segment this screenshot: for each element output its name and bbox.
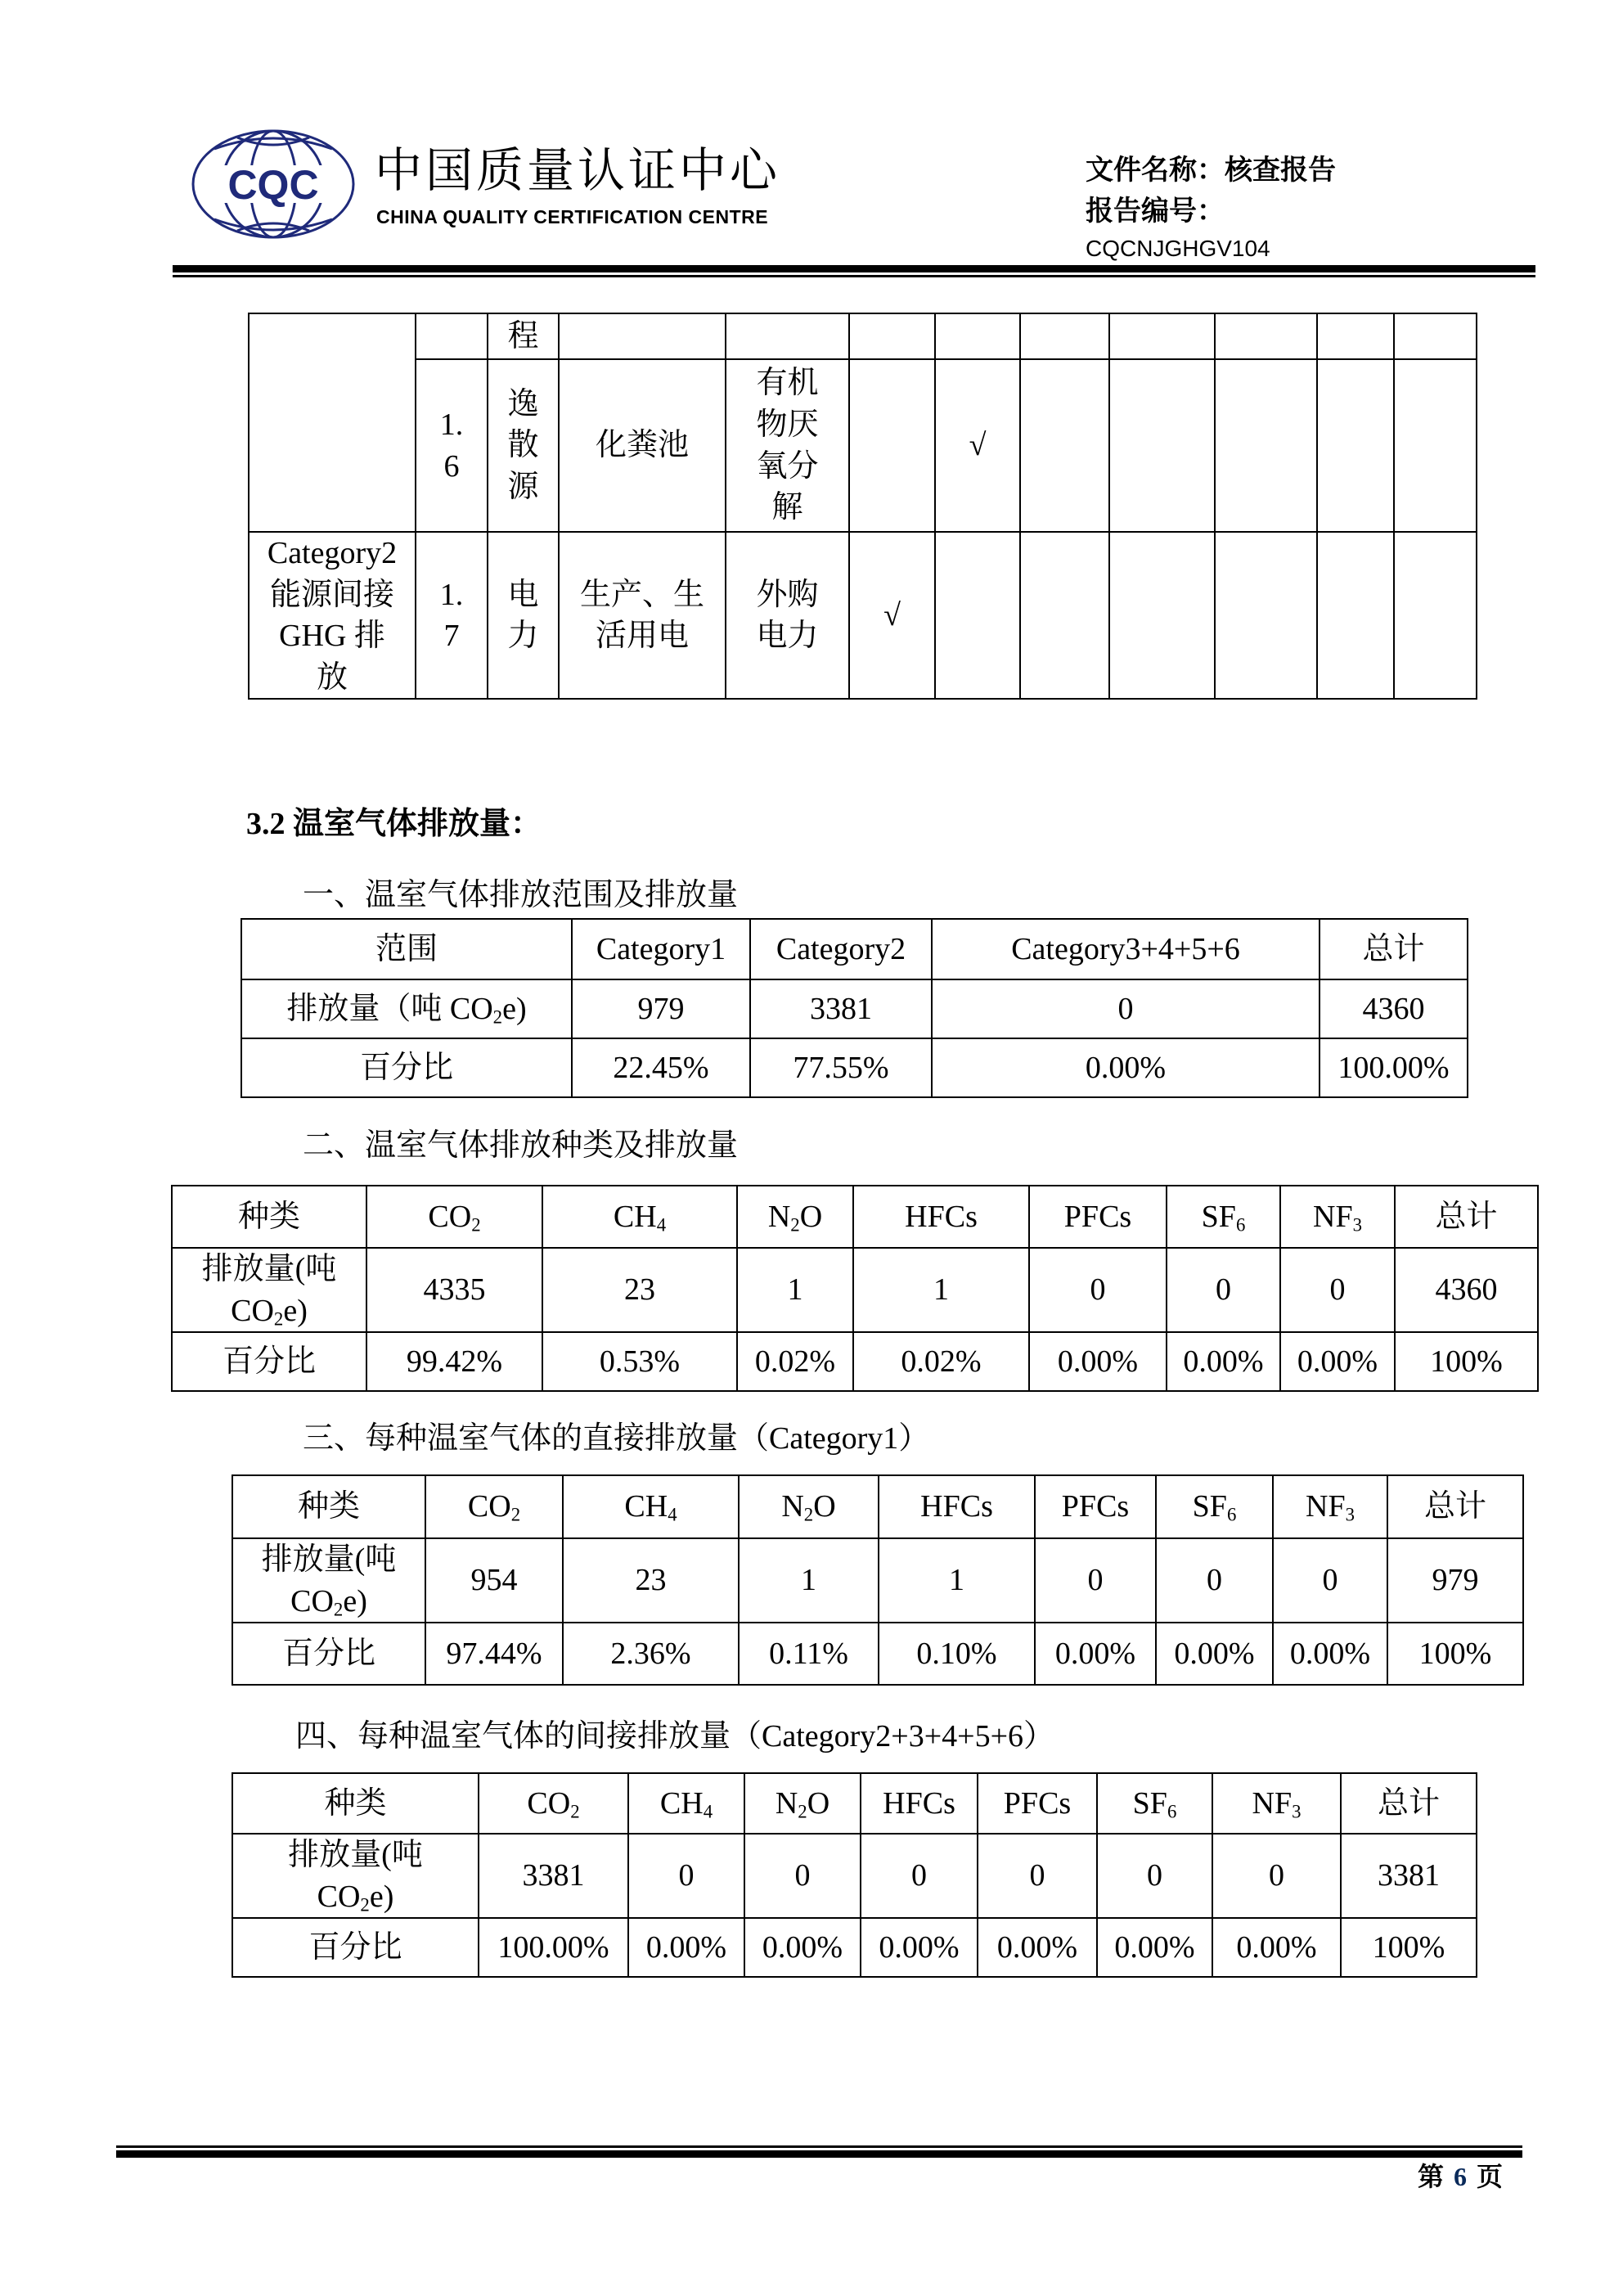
- table-cell: 1: [853, 1248, 1029, 1332]
- table-cell: $CH_4$: [628, 1773, 744, 1834]
- table-cell: $CO_2$: [366, 1186, 542, 1248]
- table-cell: $NF_3$: [1280, 1186, 1395, 1248]
- table-cell: 0.00%: [1273, 1623, 1387, 1685]
- table-row: [249, 359, 1477, 532]
- page-prefix: 第: [1418, 2162, 1445, 2191]
- table-cell: HFCs: [853, 1186, 1029, 1248]
- table-cell: 排放量（吨 $CO_2e$): [241, 979, 572, 1038]
- org-name-en: CHINA QUALITY CERTIFICATION CENTRE: [376, 206, 769, 227]
- table-cell: 3381: [479, 1834, 628, 1918]
- table-cell: 百分比: [172, 1332, 366, 1391]
- table-cell: PFCs: [1029, 1186, 1167, 1248]
- org-name-cn: 中国质量认证中心: [375, 144, 781, 197]
- table-cell: 979: [572, 979, 750, 1038]
- table-cell: 0: [1273, 1538, 1387, 1623]
- table-cell: 3381: [1341, 1834, 1477, 1918]
- table-cell: 0: [978, 1834, 1097, 1918]
- table-row: [172, 1248, 1538, 1332]
- header-rule: [173, 265, 1535, 272]
- table-cell: 0.10%: [879, 1623, 1035, 1685]
- table-cell: [1020, 359, 1109, 532]
- table-cell: [1109, 359, 1215, 532]
- table-cell: 生产、生活用电: [559, 532, 726, 699]
- table-cell: $CO_2$: [479, 1773, 628, 1834]
- table-cell: 0.00%: [932, 1038, 1320, 1097]
- table-cell: 百分比: [241, 1038, 572, 1097]
- page-number: [1418, 2160, 1503, 2193]
- table-cell: 97.44%: [425, 1623, 563, 1685]
- table-cell: HFCs: [879, 1475, 1035, 1538]
- table-cell: 0.00%: [1097, 1918, 1212, 1977]
- table-cell: 化粪池: [559, 359, 726, 532]
- table-cell: [559, 313, 726, 359]
- table-cell: 0: [744, 1834, 861, 1918]
- table-cell: 0.00%: [744, 1918, 861, 1977]
- table-cell: 电力: [488, 532, 559, 699]
- table1-title: 一、温室气体排放范围及排放量: [303, 878, 739, 912]
- report-no: CQCNJGHGV104: [1086, 236, 1270, 261]
- direct-emission-table: [232, 1474, 1524, 1686]
- table-cell: 0: [932, 979, 1320, 1038]
- emission-source-table: [248, 313, 1477, 700]
- table-cell: 23: [563, 1538, 739, 1623]
- table-cell: 0.00%: [628, 1918, 744, 1977]
- table-cell: [416, 313, 488, 359]
- table-cell: 0.02%: [737, 1332, 853, 1391]
- table-cell: Category1: [572, 919, 750, 979]
- table-cell: 77.55%: [750, 1038, 932, 1097]
- table-cell: 1: [737, 1248, 853, 1332]
- table4-title: 四、每种温室气体的间接排放量（Category2+3+4+5+6）: [295, 1719, 1055, 1754]
- table-cell: 排放量(吨 $CO_2e$): [232, 1538, 425, 1623]
- table-cell: [1020, 532, 1109, 699]
- table-cell: 0: [1167, 1248, 1280, 1332]
- table-cell: 0: [1097, 1834, 1212, 1918]
- table-row: [232, 1538, 1523, 1623]
- table-cell: Category2: [750, 919, 932, 979]
- table-cell: 3381: [750, 979, 932, 1038]
- table-cell: $SF_6$: [1156, 1475, 1273, 1538]
- table-cell: 0.00%: [1280, 1332, 1395, 1391]
- table-row: [232, 1475, 1523, 1538]
- table-row: [172, 1332, 1538, 1391]
- table-cell: 1.7: [416, 532, 488, 699]
- table-cell: 100%: [1395, 1332, 1538, 1391]
- table-cell: 4335: [366, 1248, 542, 1332]
- table-cell: Category2能源间接GHG 排放: [249, 532, 416, 699]
- table-row: [232, 1834, 1477, 1918]
- table-cell: PFCs: [1035, 1475, 1156, 1538]
- report-no-label: 报告编号：: [1086, 196, 1225, 227]
- scope-emission-table: [241, 918, 1468, 1098]
- table-cell: Category3+4+5+6: [932, 919, 1320, 979]
- table-cell: [1215, 532, 1317, 699]
- table-cell: 总计: [1341, 1773, 1477, 1834]
- table-cell: 0.00%: [1035, 1623, 1156, 1685]
- table-cell: [1215, 313, 1317, 359]
- table-cell: 总计: [1387, 1475, 1523, 1538]
- table-cell: 排放量(吨 $CO_2e$): [232, 1834, 479, 1918]
- table-cell: 0: [628, 1834, 744, 1918]
- table-cell: 0.00%: [978, 1918, 1097, 1977]
- table-cell: 0.00%: [1156, 1623, 1273, 1685]
- table-row: [241, 919, 1468, 979]
- table-row: [232, 1623, 1523, 1685]
- table-cell: 0.00%: [1212, 1918, 1341, 1977]
- table-cell: 0.11%: [739, 1623, 879, 1685]
- table-cell: [849, 313, 935, 359]
- table-cell: 4360: [1320, 979, 1468, 1038]
- table-cell: [726, 313, 849, 359]
- table2-title: 二、温室气体排放种类及排放量: [303, 1128, 739, 1163]
- table-cell: [1394, 313, 1477, 359]
- table-cell: [935, 313, 1020, 359]
- table-cell: [849, 359, 935, 532]
- gas-emission-table: [171, 1185, 1539, 1392]
- table-cell: 逸散源: [488, 359, 559, 532]
- table-cell: 种类: [232, 1773, 479, 1834]
- table-cell: 954: [425, 1538, 563, 1623]
- table-cell: $N_2O$: [739, 1475, 879, 1538]
- table-row: [232, 1773, 1477, 1834]
- table-cell: 种类: [172, 1186, 366, 1248]
- table-cell: 有机物厌氧分解: [726, 359, 849, 532]
- table-cell: 0.00%: [861, 1918, 978, 1977]
- section-heading: 3.2 温室气体排放量：: [246, 807, 542, 841]
- cqc-logo: [190, 128, 357, 241]
- table-cell: [935, 532, 1020, 699]
- doc-name: 文件名称：核查报告: [1086, 155, 1336, 186]
- table-cell: 程: [488, 313, 559, 359]
- table-cell: 100%: [1341, 1918, 1477, 1977]
- table-cell: 100%: [1387, 1623, 1523, 1685]
- table-cell: 1: [739, 1538, 879, 1623]
- table-cell: $NF_3$: [1273, 1475, 1387, 1538]
- footer-rule-thin: [116, 2145, 1522, 2148]
- table-cell: 23: [542, 1248, 737, 1332]
- table-cell: 0.02%: [853, 1332, 1029, 1391]
- table-cell: 0: [1280, 1248, 1395, 1332]
- table-cell: 0: [1212, 1834, 1341, 1918]
- svg-text:CQC: CQC: [227, 162, 319, 208]
- table-cell: 总计: [1320, 919, 1468, 979]
- page-suffix: 页: [1477, 2162, 1504, 2191]
- table-row: [241, 979, 1468, 1038]
- table-row: [241, 1038, 1468, 1097]
- table-cell: 0.00%: [1167, 1332, 1280, 1391]
- table-row: [232, 1918, 1477, 1977]
- table-cell: 0: [1156, 1538, 1273, 1623]
- table-cell: $N_2O$: [744, 1773, 861, 1834]
- table-cell: $SF_6$: [1167, 1186, 1280, 1248]
- table3-title: 三、每种温室气体的直接排放量（Category1）: [303, 1421, 930, 1456]
- header-rule-thin: [173, 275, 1535, 277]
- table-cell: [249, 313, 416, 532]
- table-cell: 排放量(吨 $CO_2e$): [172, 1248, 366, 1332]
- page-number-value: 6: [1454, 2162, 1468, 2191]
- table-cell: [1109, 532, 1215, 699]
- table-cell: 外购电力: [726, 532, 849, 699]
- table-cell: $CH_4$: [563, 1475, 739, 1538]
- table-cell: [1020, 313, 1109, 359]
- table-cell: √: [849, 532, 935, 699]
- table-cell: [1317, 313, 1394, 359]
- table-cell: $CO_2$: [425, 1475, 563, 1538]
- table-cell: 0: [1029, 1248, 1167, 1332]
- table-cell: [1317, 532, 1394, 699]
- table-cell: [1109, 313, 1215, 359]
- table-cell: 99.42%: [366, 1332, 542, 1391]
- table-cell: 0.00%: [1029, 1332, 1167, 1391]
- table-cell: 1: [879, 1538, 1035, 1623]
- table-cell: 100.00%: [479, 1918, 628, 1977]
- table-cell: 范围: [241, 919, 572, 979]
- table-cell: PFCs: [978, 1773, 1097, 1834]
- table-cell: 百分比: [232, 1918, 479, 1977]
- table-cell: 种类: [232, 1475, 425, 1538]
- table-cell: $SF_6$: [1097, 1773, 1212, 1834]
- table-row: [249, 313, 1477, 359]
- table-cell: 0: [1035, 1538, 1156, 1623]
- table-row: [172, 1186, 1538, 1248]
- table-cell: 100.00%: [1320, 1038, 1468, 1097]
- table-cell: HFCs: [861, 1773, 978, 1834]
- table-cell: 4360: [1395, 1248, 1538, 1332]
- table-cell: [1394, 532, 1477, 699]
- table-cell: 百分比: [232, 1623, 425, 1685]
- table-cell: $NF_3$: [1212, 1773, 1341, 1834]
- table-cell: $N_2O$: [737, 1186, 853, 1248]
- footer-rule: [116, 2150, 1522, 2158]
- table-cell: 22.45%: [572, 1038, 750, 1097]
- table-cell: 0: [861, 1834, 978, 1918]
- table-cell: 2.36%: [563, 1623, 739, 1685]
- table-cell: $CH_4$: [542, 1186, 737, 1248]
- table-cell: 979: [1387, 1538, 1523, 1623]
- table-cell: 1.6: [416, 359, 488, 532]
- table-cell: [1394, 359, 1477, 532]
- table-cell: 0.53%: [542, 1332, 737, 1391]
- indirect-emission-table: [232, 1772, 1477, 1978]
- table-cell: [1317, 359, 1394, 532]
- table-cell: 总计: [1395, 1186, 1538, 1248]
- table-cell: [1215, 359, 1317, 532]
- table-row: [249, 532, 1477, 699]
- table-cell: √: [935, 359, 1020, 532]
